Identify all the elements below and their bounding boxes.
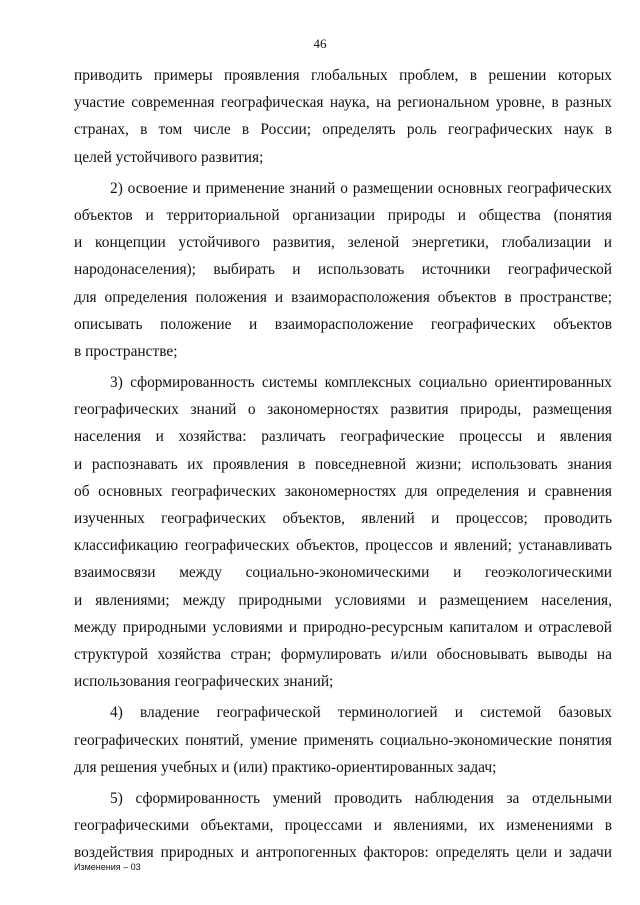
text-line: объектов и территориальной организации природы и общества (понятия xyxy=(74,206,612,224)
text-line: для решения учебных и (или) практико-ориентированных задач; xyxy=(74,758,497,776)
page-number: 46 xyxy=(313,36,327,51)
text-line: 2) освоение и применение знаний о размещении основных географических xyxy=(110,179,612,197)
text-line: для определения положения и взаиморасположения объектов в пространстве; xyxy=(74,288,612,306)
footer-note: Изменения – 03 xyxy=(74,862,141,872)
text-line: 5) сформированность умений проводить наблюдения за отдельными xyxy=(110,789,612,807)
text-line: участие современная географическая наука, на региональном уровне, в разных xyxy=(74,94,612,112)
text-line: географических понятий, умение применять социально-экономические понятия xyxy=(74,731,612,749)
text-line: населения и хозяйства: различать географические процессы и явления xyxy=(74,428,612,446)
text-line: и явлениями; между природными условиями и размещением населения, xyxy=(74,591,612,609)
text-line: между природными условиями и природно-ресурсным капиталом и отраслевой xyxy=(74,618,612,636)
body-text xyxy=(74,62,612,867)
text-line: структурой хозяйства стран; формулировать и/или обосновывать выводы на xyxy=(74,645,612,663)
text-line: географическими объектами, процессами и явлениями, их изменениями в xyxy=(74,817,612,835)
text-line: странах, в том числе в России; определять роль географических наук в xyxy=(74,121,612,139)
text-line: географических знаний о закономерностях развития природы, размещения xyxy=(74,401,612,419)
text-line: и концепции устойчивого развития, зеленой энергетики, глобализации и xyxy=(74,234,612,252)
text-line: изученных географических объектов, явлений и процессов; проводить xyxy=(74,510,612,528)
text-line: 3) сформированность системы комплексных социально ориентированных xyxy=(110,374,612,392)
text-line: 4) владение географической терминологией и системой базовых xyxy=(110,704,612,722)
text-line: целей устойчивого развития; xyxy=(74,148,264,166)
text-line: описывать положение и взаиморасположение географических объектов xyxy=(74,315,612,333)
text-line: в пространстве; xyxy=(74,342,178,360)
text-line: об основных географических закономерностях для определения и сравнения xyxy=(74,482,612,500)
text-line: приводить примеры проявления глобальных проблем, в решении которых xyxy=(74,67,612,84)
text-line: использования географических знаний; xyxy=(74,673,334,691)
text-line: классификацию географических объектов, процессов и явлений; устанавливать xyxy=(74,537,612,555)
text-line: воздействия природных и антропогенных факторов: определять цели и задачи xyxy=(74,844,612,862)
text-line: народонаселения); выбирать и использовать источники географической xyxy=(74,261,612,279)
text-line: и распознавать их проявления в повседневной жизни; использовать знания xyxy=(74,455,612,473)
text-line: взаимосвязи между социально-экономическими и геоэкологическими xyxy=(74,564,612,582)
